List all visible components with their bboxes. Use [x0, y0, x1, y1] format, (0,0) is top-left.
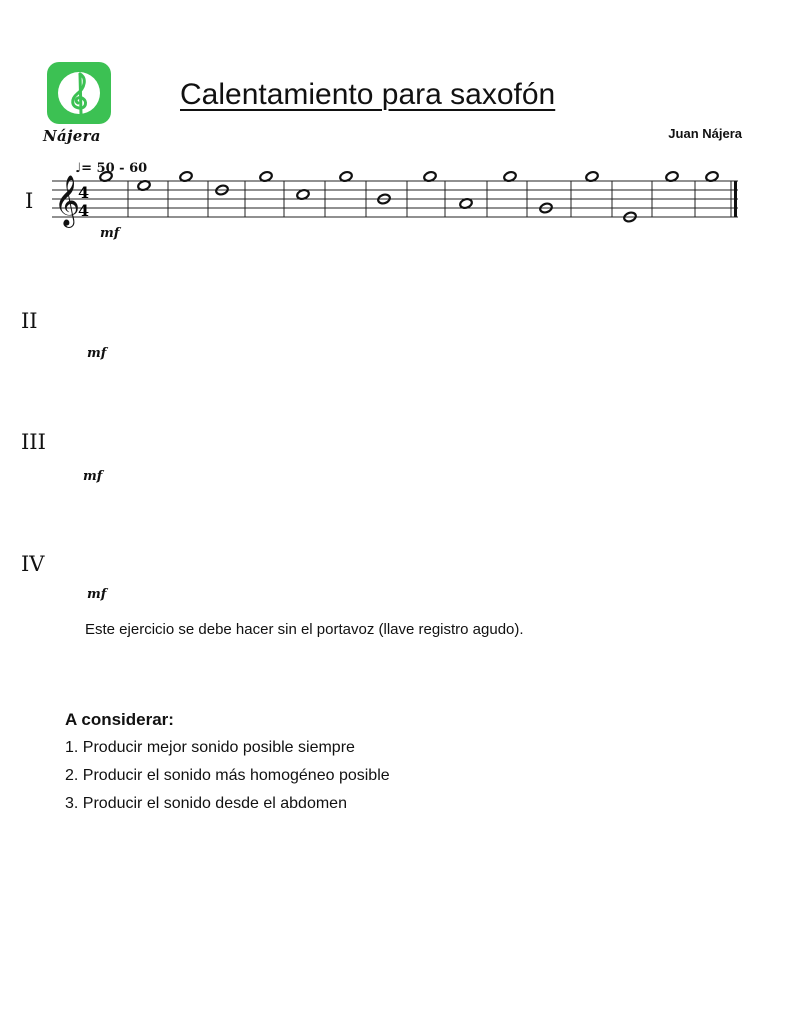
system-label-2: II	[21, 309, 38, 333]
considerations-list	[65, 737, 390, 821]
dynamic-marking-3: mf	[83, 469, 103, 484]
final-barline	[734, 181, 737, 217]
list-item: 2. Producir el sonido más homogéneo posible	[65, 767, 390, 784]
time-signature-bottom: 4	[78, 201, 90, 220]
tempo-marking: ♩= 50 - 60	[75, 161, 148, 176]
logo-text: Nájera	[43, 127, 101, 145]
treble-clef: 𝄞	[54, 175, 81, 226]
dynamic-marking-4: mf	[87, 587, 107, 602]
system-label-3: III	[21, 430, 46, 454]
list-item: 1. Producir mejor sonido posible siempre	[65, 739, 355, 756]
dynamic-marking-2: mf	[87, 346, 107, 361]
time-signature-top: 4	[78, 183, 90, 202]
instruction-text: Este ejercicio se debe hacer sin el portavoz (llave registro agudo).	[85, 621, 524, 638]
list-item: 3. Producir el sonido desde el abdomen	[65, 795, 347, 812]
composer: Juan Nájera	[668, 126, 742, 141]
dynamic-marking-1: mf	[100, 226, 120, 241]
system-label-4: IV	[21, 552, 45, 576]
considerations-heading: A considerar:	[65, 710, 174, 729]
system-label-1: I	[25, 189, 34, 213]
page-title: Calentamiento para saxofón	[180, 78, 556, 111]
